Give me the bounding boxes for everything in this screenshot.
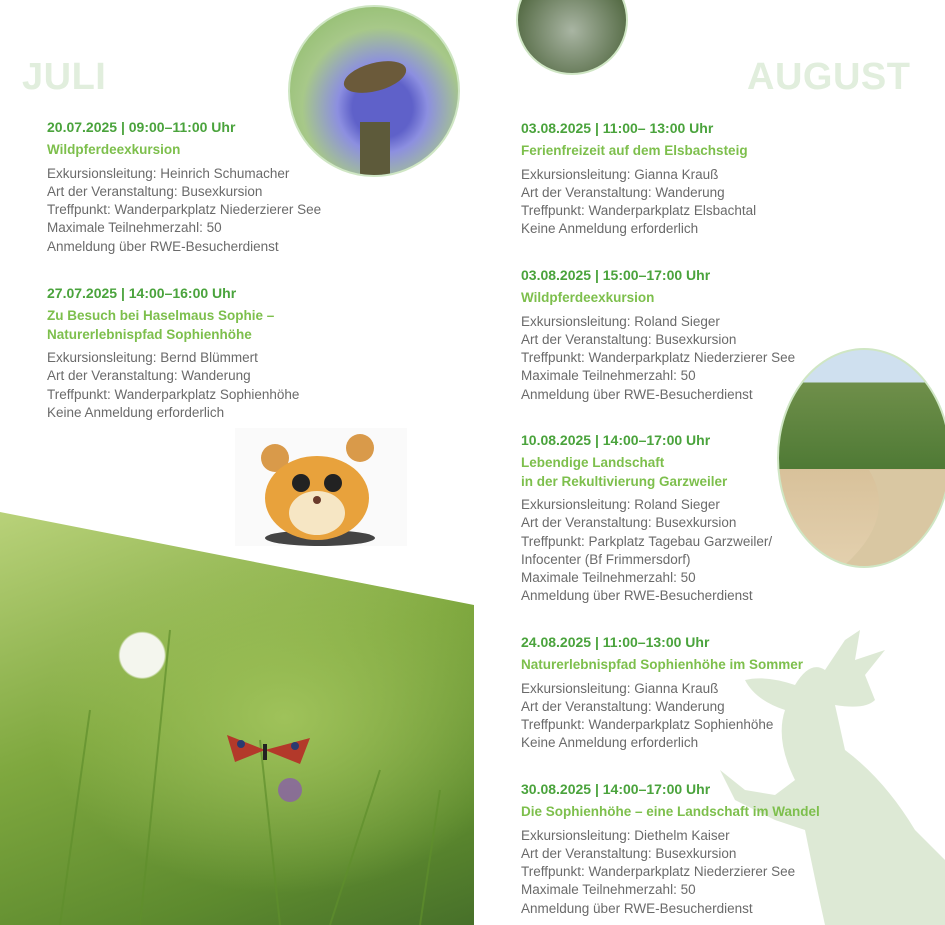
event-detail: Exkursionsleitung: Roland Sieger: [521, 313, 720, 329]
event-detail: Exkursionsleitung: Heinrich Schumacher: [47, 165, 290, 181]
event-detail: Anmeldung über RWE-Besucherdienst: [521, 900, 753, 916]
event-title-line: Naturerlebnispfad Sophienhöhe: [47, 326, 252, 342]
event-august-3: [521, 634, 851, 753]
event-title-line: Wildpferdeexkursion: [47, 142, 181, 157]
event-title-line: in der Rekultivierung Garzweiler: [521, 473, 728, 489]
event-date: 30.08.2025 | 14:00–17:00 Uhr: [521, 781, 711, 797]
event-detail: Keine Anmeldung erforderlich: [521, 735, 699, 751]
moss-photo: [516, 0, 628, 75]
event-detail: Art der Veranstaltung: Busexkursion: [521, 331, 737, 347]
event-detail: Treffpunkt: Parkplatz Tagebau Garzweiler/: [521, 533, 773, 549]
event-detail: Treffpunkt: Wanderparkplatz Niederzierer See: [47, 202, 322, 218]
event-date: 27.07.2025 | 14:00–16:00 Uhr: [47, 285, 237, 301]
event-date: 24.08.2025 | 11:00–13:00 Uhr: [521, 634, 710, 650]
event-detail: Anmeldung über RWE-Besucherdienst: [521, 386, 753, 402]
event-title: [47, 141, 377, 160]
event-detail: Maximale Teilnehmerzahl: 50: [521, 570, 696, 586]
event-title: [521, 142, 851, 161]
event-detail: Maximale Teilnehmerzahl: 50: [521, 368, 696, 384]
event-date: 03.08.2025 | 15:00–17:00 Uhr: [521, 267, 711, 283]
event-juli-1: [47, 285, 377, 422]
event-detail: Exkursionsleitung: Roland Sieger: [521, 497, 720, 512]
month-heading-august: AUGUST: [747, 56, 911, 98]
event-august-0: [521, 120, 851, 239]
event-title-line: Naturerlebnispfad Sophienhöhe im Sommer: [521, 657, 804, 672]
event-detail: Keine Anmeldung erforderlich: [521, 221, 699, 237]
dormouse-illustration: [235, 428, 407, 546]
butterfly: [227, 735, 310, 764]
event-detail: Exkursionsleitung: Gianna Krauß: [521, 166, 719, 182]
event-detail: Exkursionsleitung: Gianna Krauß: [521, 680, 719, 696]
event-date: 03.08.2025 | 11:00– 13:00 Uhr: [521, 120, 714, 136]
event-detail: Treffpunkt: Wanderparkplatz Elsbachtal: [521, 203, 757, 219]
event-detail: Anmeldung über RWE-Besucherdienst: [521, 588, 753, 604]
event-detail: Treffpunkt: Wanderparkplatz Niederzierer See: [521, 350, 796, 366]
event-title-line: Zu Besuch bei Haselmaus Sophie –: [47, 308, 275, 323]
event-date: 10.08.2025 | 14:00–17:00 Uhr: [521, 432, 711, 448]
event-date: 20.07.2025 | 09:00–11:00 Uhr: [47, 119, 236, 135]
event-detail: Maximale Teilnehmerzahl: 50: [521, 882, 696, 898]
event-detail: Art der Veranstaltung: Wanderung: [47, 368, 251, 384]
event-detail: Exkursionsleitung: Diethelm Kaiser: [521, 827, 730, 843]
event-detail: Art der Veranstaltung: Busexkursion: [521, 845, 737, 861]
event-detail: Treffpunkt: Wanderparkplatz Sophienhöhe: [47, 386, 300, 402]
event-detail: Treffpunkt: Wanderparkplatz Sophienhöhe: [521, 717, 774, 733]
event-title: [47, 307, 377, 344]
event-title-line: Die Sophienhöhe – eine Landschaft im Wandel: [521, 804, 820, 819]
event-detail: Art der Veranstaltung: Busexkursion: [521, 515, 737, 531]
event-detail: Treffpunkt: Wanderparkplatz Niederzierer See: [521, 864, 796, 880]
event-august-2: [521, 432, 851, 606]
event-title: [521, 656, 851, 675]
event-title: [521, 289, 851, 308]
event-juli-0: [47, 119, 377, 256]
event-detail: Art der Veranstaltung: Wanderung: [521, 698, 725, 714]
event-detail: Keine Anmeldung erforderlich: [47, 404, 225, 420]
event-august-4: [521, 781, 851, 918]
event-detail: Maximale Teilnehmerzahl: 50: [47, 220, 222, 236]
event-detail: Art der Veranstaltung: Wanderung: [521, 184, 725, 200]
event-detail: Infocenter (Bf Frimmersdorf): [521, 551, 691, 567]
event-detail: Exkursionsleitung: Bernd Blümmert: [47, 350, 258, 365]
event-title-line: Lebendige Landschaft: [521, 455, 665, 470]
event-detail: Art der Veranstaltung: Busexkursion: [47, 183, 263, 199]
event-title-line: Wildpferdeexkursion: [521, 290, 655, 305]
event-title: [521, 454, 851, 491]
event-detail: Anmeldung über RWE-Besucherdienst: [47, 238, 279, 254]
event-title-line: Ferienfreizeit auf dem Elsbachsteig: [521, 143, 748, 158]
meadow-butterfly-photo: [0, 510, 474, 925]
event-title: [521, 803, 851, 822]
month-heading-juli: JULI: [22, 56, 107, 98]
event-august-1: [521, 267, 851, 404]
